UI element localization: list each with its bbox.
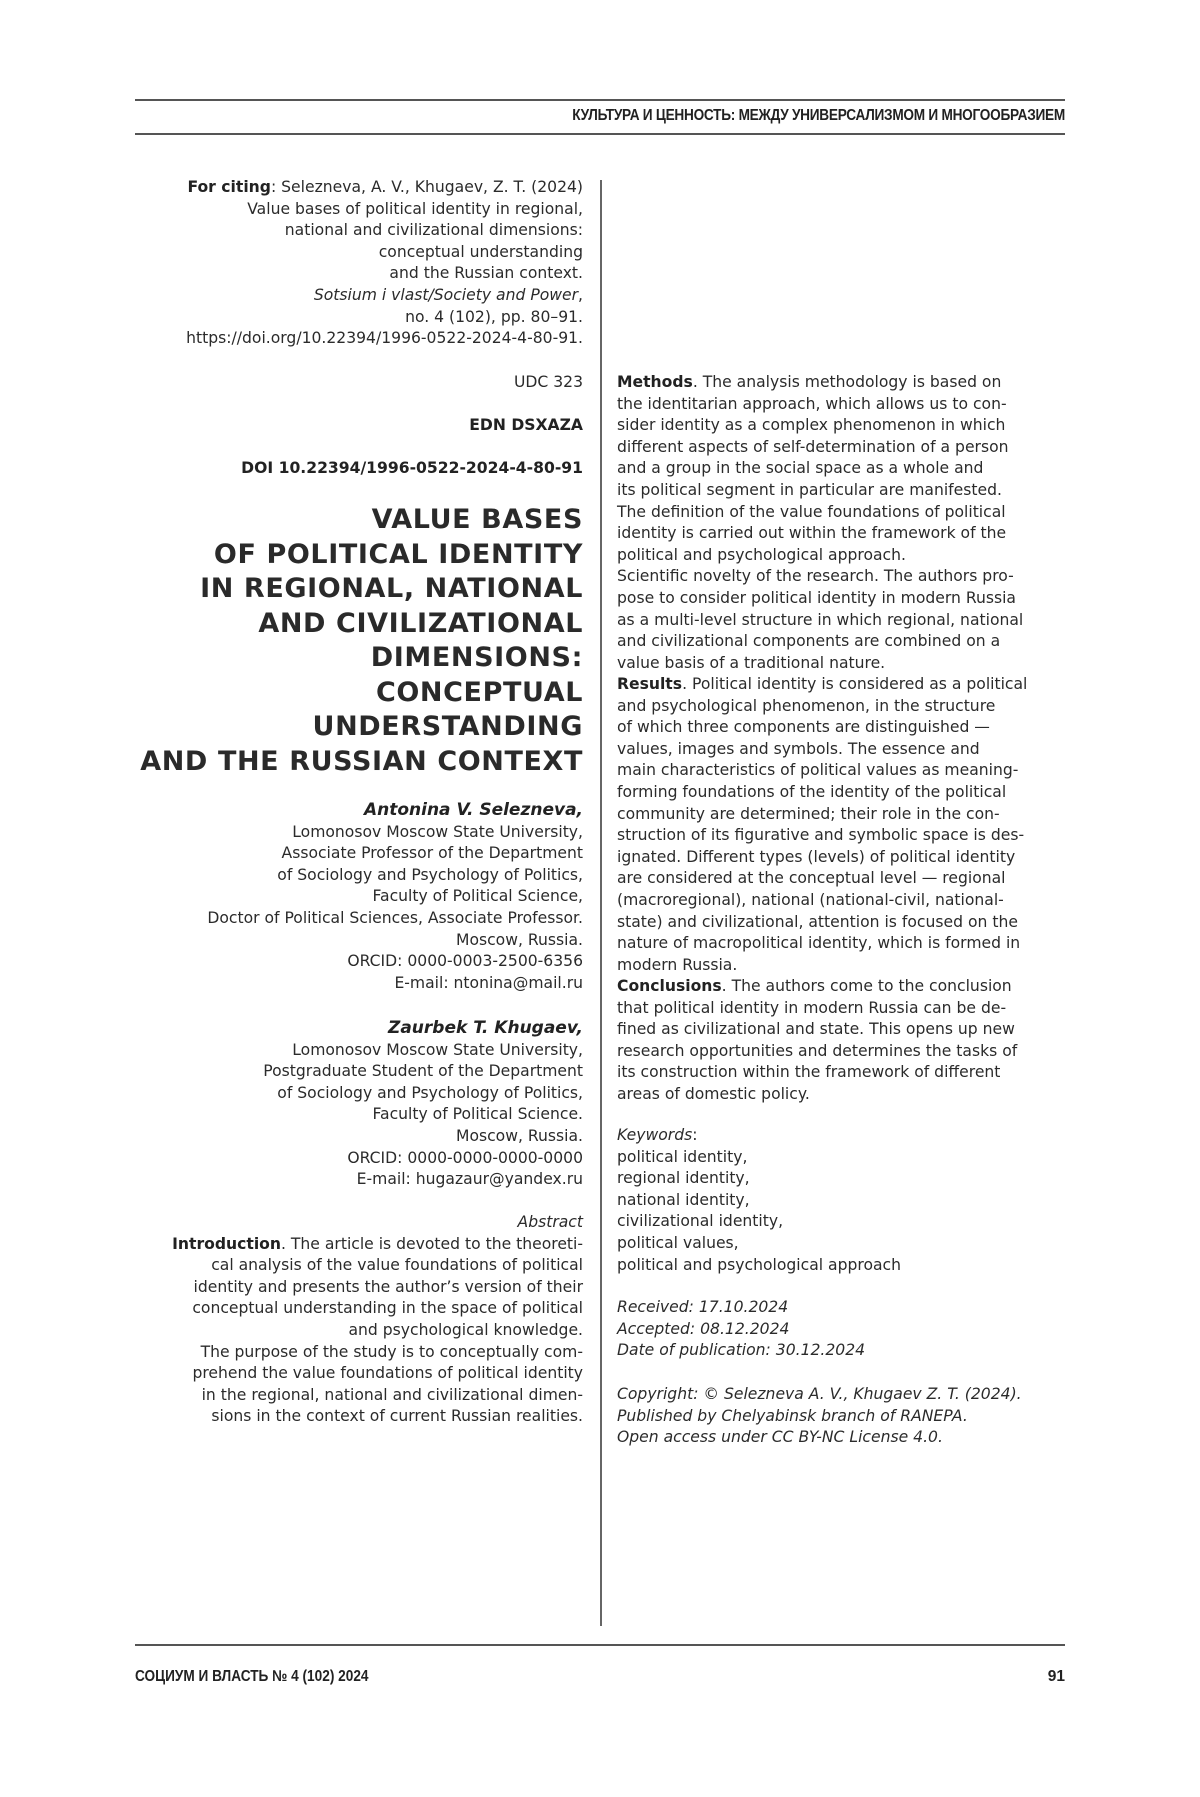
introduction-label: Introduction xyxy=(172,1234,281,1253)
header-top-rule xyxy=(135,99,1065,101)
citation-doi-link[interactable]: https://doi.org/10.22394/1996-0522-2024-4-80-91. xyxy=(186,329,583,348)
abstract-heading: Abstract xyxy=(517,1213,583,1231)
author-name: Antonina V. Selezneva, xyxy=(363,800,583,820)
edn-code: EDN DSXAZA xyxy=(469,416,583,434)
citation-line: national and civilizational dimensions: xyxy=(284,221,583,240)
keyword: political and psychological approach xyxy=(617,1255,902,1274)
methods-label: Methods xyxy=(617,373,693,391)
header-bottom-rule xyxy=(135,133,1065,135)
accepted-date: Accepted: 08.12.2024 xyxy=(617,1319,790,1338)
citation-issue-pages: no. 4 (102), pp. 80–91. xyxy=(405,307,583,326)
abstract-methods: Methods. The analysis methodology is based on the identitarian approach, which allows us to con- sider identity as a complex phenomenon in which different aspects of self-determination of a person and a group in the social space as a whole and its political segment in particular are manifested. The definition of the value foundations of political identity is carried out within the framework of the political and psychological approach. Scientific novelty of the research. The authors pro- pose to consider political identity in modern Russia as a multi-level structure in which regional, national and civilizational components are combined on a value basis of a traditional nature. xyxy=(617,373,1024,672)
keyword: civilizational identity, xyxy=(617,1212,784,1231)
footer-journal-issue: СОЦИУМ И ВЛАСТЬ № 4 (102) 2024 xyxy=(135,1668,369,1685)
citation-block xyxy=(135,177,583,350)
keywords-block: Keywords: political identity, regional identity, national identity, civilizational identity, political values, political and psychological approach xyxy=(617,1125,1067,1276)
author-email[interactable]: E-mail: ntonina@mail.ru xyxy=(394,973,583,992)
citation-first-line: For citing: Selezneva, A. V., Khugaev, Z. T. (2024) xyxy=(187,178,583,196)
udc-code: UDC 323 xyxy=(513,373,583,391)
author-email[interactable]: E-mail: hugazaur@yandex.ru xyxy=(356,1170,583,1189)
column-divider xyxy=(600,180,602,1626)
citation-line: and the Russian context. xyxy=(389,264,583,283)
author-name: Zaurbek T. Khugaev, xyxy=(388,1018,583,1038)
conclusions-label: Conclusions xyxy=(617,977,722,995)
citation-journal: Sotsium i vlast/Society and Power, xyxy=(313,285,583,304)
article-title: VALUE BASES OF POLITICAL IDENTITY IN REGIONAL, NATIONAL AND CIVILIZATIONAL DIMENSIONS: CONCEPTUAL UNDERSTANDING AND THE RUSSIAN CONTEXT xyxy=(140,504,583,777)
license-text: Open access under CC BY-NC License 4.0. xyxy=(617,1428,943,1447)
received-date: Received: 17.10.2024 xyxy=(617,1298,789,1316)
author-block-1: Antonina V. Selezneva, Lomonosov Moscow State University, Associate Professor of the Department of Sociology and Psychology of Politics, Faculty of Political Science, Doctor of Political Sciences, Associate Professor. Moscow, Russia. ORCID: 0000-0003-2500-6356 E-mail: ntonina@mail.ru xyxy=(135,800,583,994)
keyword: political values, xyxy=(617,1233,739,1252)
citation-line: conceptual understanding xyxy=(378,242,583,261)
abstract-introduction: Abstract Introduction. The article is devoted to the theoreti- cal analysis of the value foundations of political identity and presents the author’s version of their conceptual understanding in the space of political and psychological knowledge. The purpose of the study is to conceptually com- prehend the value foundations of political identity in the regional, national and civilizational dimen- sions in the context of current Russian realities. xyxy=(135,1212,583,1428)
citation-label: For citing xyxy=(187,178,271,196)
abstract-results: Results. Political identity is considered as a political and psychological phenomenon, in the structure of which three components are distinguished — values, images and symbols. The essence and main characteristics of political values as meaning- forming foundations of the identity of the political community are determined; their role in the con- struction of its figurative and symbolic space is des- ignated. Different types (levels) of political identity are considered at the conceptual level — regional (macroregional), national (national-civil, national- state) and civilizational, attention is focused on the nature of macropolitical identity, which is formed in modern Russia. xyxy=(617,675,1028,974)
keyword: political identity, xyxy=(617,1147,748,1166)
results-label: Results xyxy=(617,675,683,693)
author-block-2: Zaurbek T. Khugaev, Lomonosov Moscow State University, Postgraduate Student of the Department of Sociology and Psychology of Politics, Faculty of Political Science. Moscow, Russia. ORCID: 0000-0000-0000-0000 E-mail: hugazaur@yandex.ru xyxy=(135,1018,583,1191)
citation-line: Value bases of political identity in regional, xyxy=(247,199,583,218)
doi-code: DOI 10.22394/1996-0522-2024-4-80-91 xyxy=(241,459,583,477)
running-header: КУЛЬТУРА И ЦЕННОСТЬ: МЕЖДУ УНИВЕРСАЛИЗМОМ И МНОГООБРАЗИЕМ xyxy=(572,107,1065,124)
author-orcid: ORCID: 0000-0003-2500-6356 xyxy=(347,952,583,971)
copyright-block: Copyright: © Selezneva A. V., Khugaev Z. T. (2024). Published by Chelyabinsk branch of RANEPA. Open access under CC BY-NC License 4.0. xyxy=(617,1384,1067,1449)
keywords-label: Keywords xyxy=(617,1126,693,1144)
footer-rule xyxy=(135,1644,1065,1646)
publication-date: Date of publication: 30.12.2024 xyxy=(617,1341,866,1360)
abstract-conclusions: Conclusions. The authors come to the conclusion that political identity in modern Russia can be de- fined as civilizational and state. This opens up new research opportunities and determines the tasks of its construction within the framework of different areas of domestic policy. xyxy=(617,977,1018,1103)
keyword: national identity, xyxy=(617,1190,750,1209)
dates-block xyxy=(617,1297,1067,1362)
author-orcid: ORCID: 0000-0000-0000-0000 xyxy=(347,1148,583,1167)
keyword: regional identity, xyxy=(617,1169,750,1188)
page-number: 91 xyxy=(1047,1668,1065,1685)
